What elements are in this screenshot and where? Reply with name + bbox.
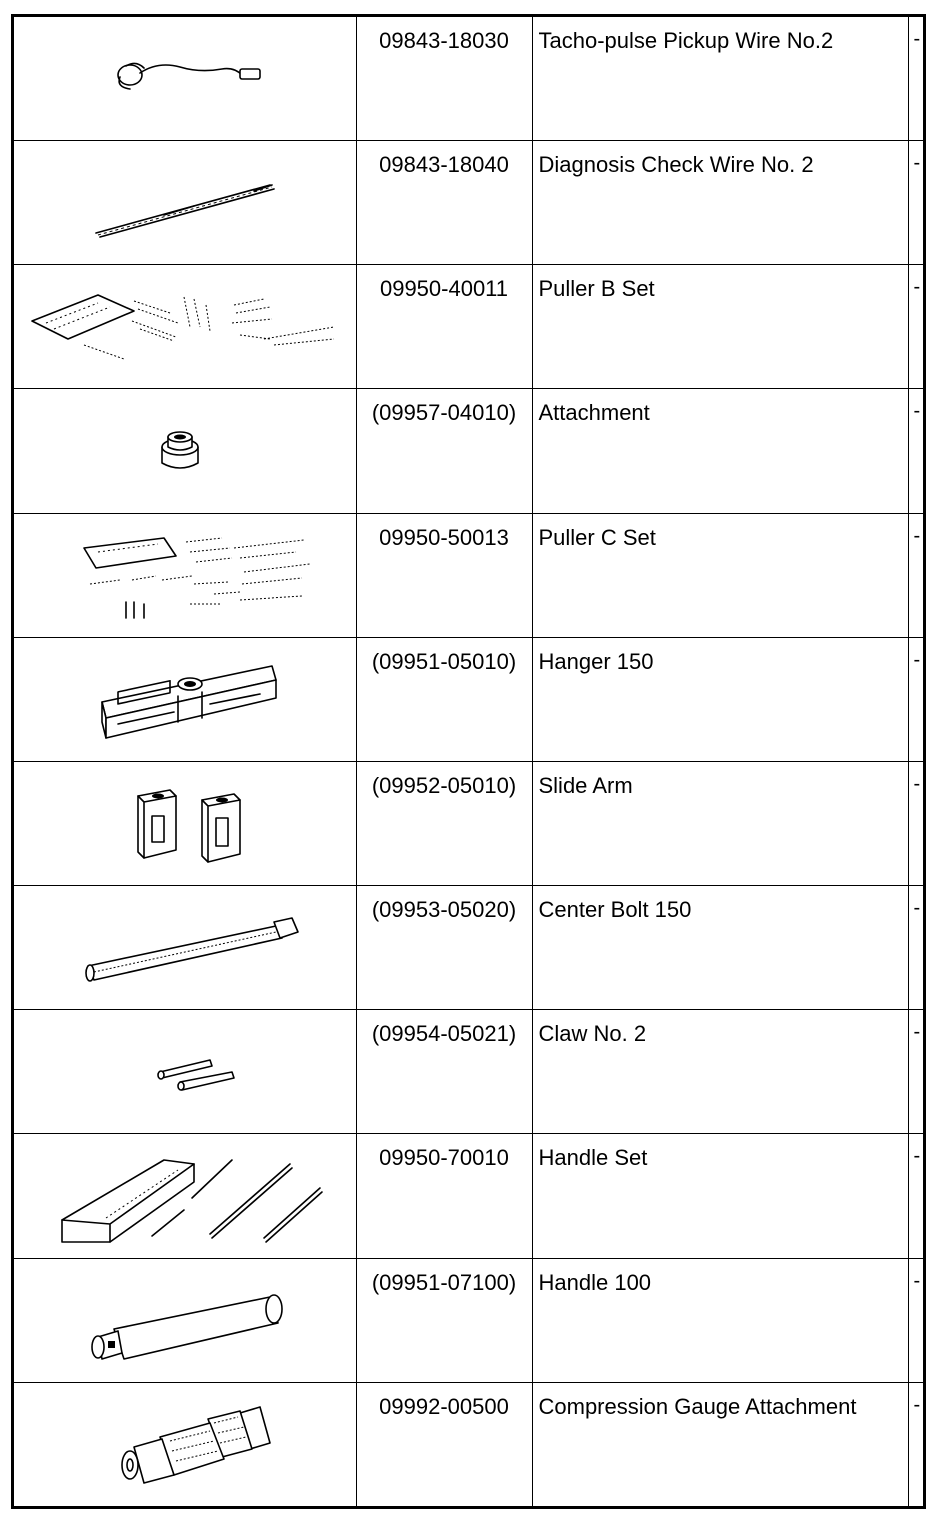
- slide-arm-illustration: [14, 762, 356, 884]
- tool-name: Tacho-pulse Pickup Wire No.2: [538, 28, 834, 53]
- table-row: [14, 886, 923, 1010]
- handle-set-illustration: [14, 1134, 356, 1256]
- tool-illustration-cell: [14, 17, 356, 141]
- tool-name: Puller C Set: [538, 524, 656, 550]
- tool-illustration-cell: [14, 1010, 356, 1134]
- puller-c-set-illustration: [14, 514, 356, 636]
- tool-note: -: [913, 1269, 921, 1292]
- handle-illustration: [14, 1259, 356, 1381]
- part-number: 09843-18030: [379, 28, 509, 53]
- pickup-wire-illustration: [14, 17, 356, 139]
- tool-name: Center Bolt 150: [538, 897, 692, 923]
- tool-illustration-cell: [14, 389, 356, 513]
- table-row: [14, 389, 923, 513]
- tool-illustration-cell: [14, 513, 356, 637]
- part-number: 09992-00500: [379, 1393, 509, 1419]
- part-number: 09950-50013: [379, 524, 509, 550]
- claw-illustration: [14, 1010, 356, 1132]
- part-number: 09843-18040: [379, 152, 509, 178]
- tool-name: Slide Arm: [538, 772, 633, 798]
- table-row: [14, 1258, 923, 1382]
- tool-name: Claw No. 2: [538, 1021, 647, 1047]
- tool-name: Diagnosis Check Wire No. 2: [538, 152, 814, 178]
- part-number: (09951-05010): [371, 648, 517, 674]
- tool-name: Compression Gauge Attachment: [538, 1393, 857, 1419]
- check-wire-illustration: [14, 141, 356, 263]
- tool-note: -: [913, 400, 921, 423]
- part-number: (09953-05020): [371, 897, 517, 923]
- tool-note: -: [913, 648, 921, 671]
- part-number: (09954-05021): [371, 1021, 517, 1047]
- tool-illustration-cell: [14, 1134, 356, 1258]
- puller-b-set-illustration: [14, 265, 356, 387]
- tool-note: -: [913, 524, 921, 547]
- tool-note: -: [913, 772, 921, 795]
- tool-illustration-cell: [14, 637, 356, 761]
- tool-note: -: [913, 276, 921, 299]
- part-number: (09951-07100): [371, 1269, 517, 1295]
- part-number: 09950-40011: [379, 276, 509, 302]
- table-row: [14, 513, 923, 637]
- tool-illustration-cell: [14, 1382, 356, 1506]
- tool-note: -: [913, 1021, 921, 1044]
- tool-note: -: [913, 1145, 921, 1168]
- table-row: [14, 1382, 923, 1506]
- tool-note: -: [913, 28, 921, 50]
- attachment-illustration: [14, 389, 356, 511]
- tool-note: -: [913, 1393, 921, 1416]
- hanger-illustration: [14, 638, 356, 760]
- part-number: (09952-05010): [371, 772, 517, 798]
- tools-table: [14, 17, 923, 1506]
- tool-name: Attachment: [538, 400, 650, 426]
- tool-illustration-cell: [14, 141, 356, 265]
- table-row: [14, 1010, 923, 1134]
- table-row: [14, 265, 923, 389]
- tool-note: -: [913, 897, 921, 920]
- table-row: [14, 761, 923, 885]
- table-row: [14, 637, 923, 761]
- center-bolt-illustration: [14, 886, 356, 1008]
- part-number: 09950-70010: [379, 1145, 509, 1171]
- part-number: (09957-04010): [371, 400, 517, 426]
- tool-illustration-cell: [14, 886, 356, 1010]
- tool-name: Hanger 150: [538, 648, 654, 674]
- tool-name: Handle 100: [538, 1269, 652, 1295]
- table-row: [14, 17, 923, 141]
- tool-illustration-cell: [14, 761, 356, 885]
- table-row: [14, 1134, 923, 1258]
- compression-gauge-attachment-illustration: [14, 1383, 356, 1505]
- tool-illustration-cell: [14, 1258, 356, 1382]
- tool-name: Puller B Set: [538, 276, 655, 302]
- special-tools-table: [11, 14, 926, 1509]
- table-row: [14, 141, 923, 265]
- tool-name: Handle Set: [538, 1145, 648, 1171]
- tool-illustration-cell: [14, 265, 356, 389]
- tool-note: -: [913, 152, 921, 175]
